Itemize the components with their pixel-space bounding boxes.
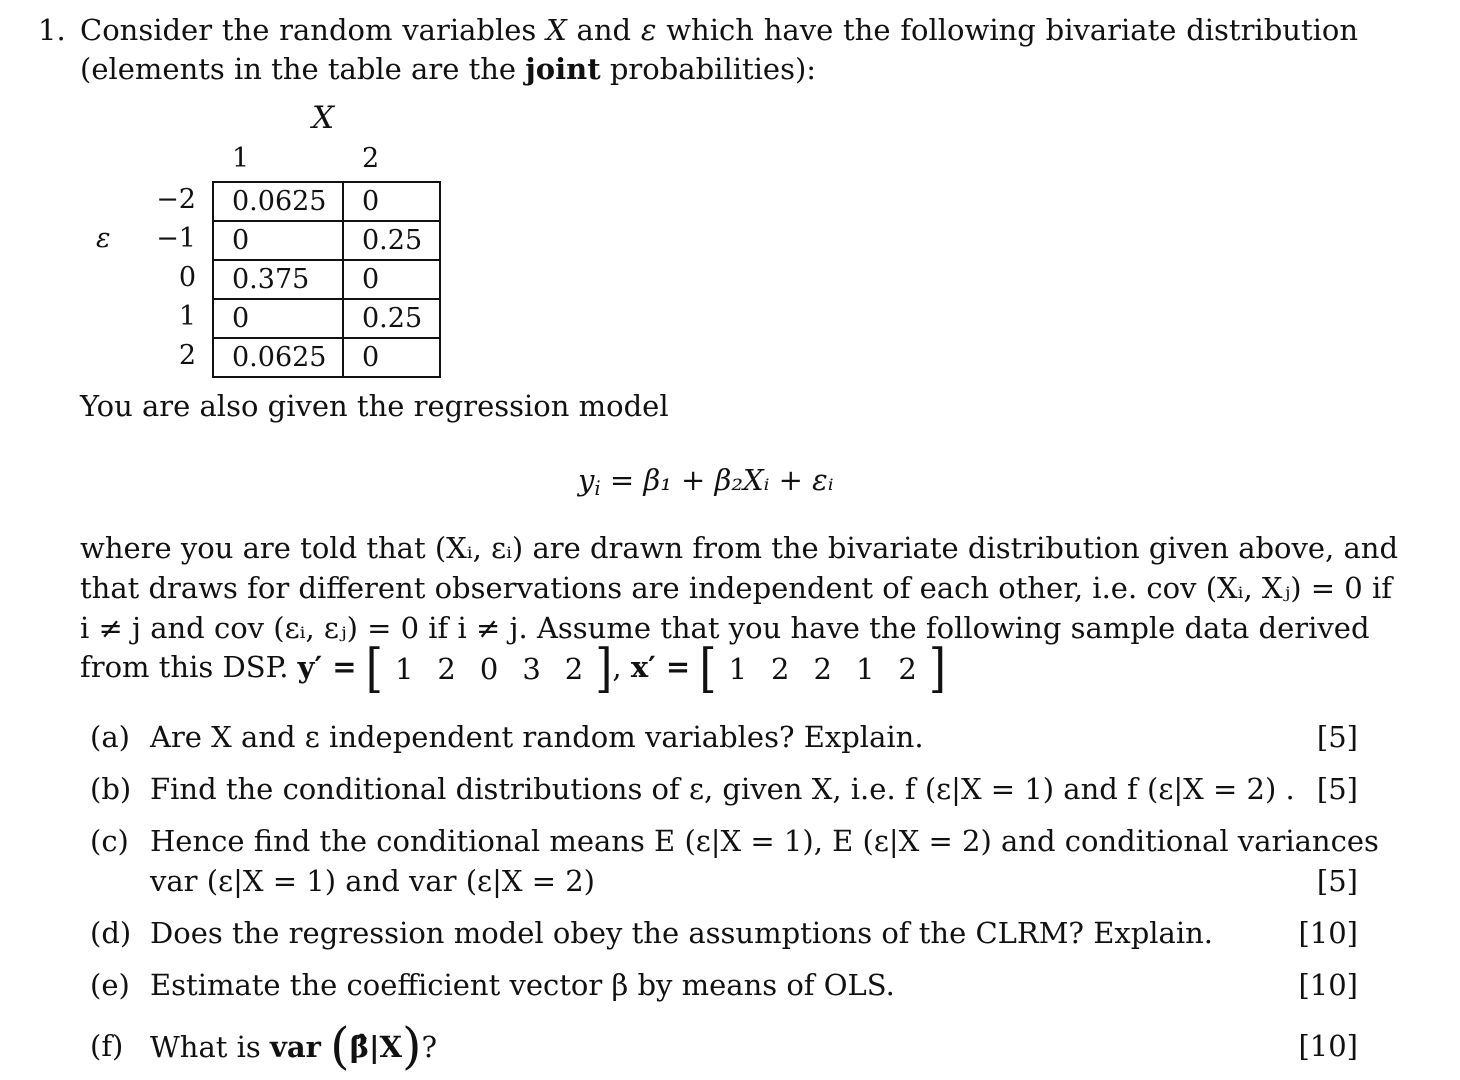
regression-intro: You are also given the regression model xyxy=(80,389,669,423)
row-label: 0 xyxy=(178,262,196,293)
row-label: −2 xyxy=(156,184,196,215)
question-text: What is var (β̂|X)? xyxy=(150,1017,438,1075)
paragraph-line-4: from this DSP. y′ = [ 1 2 0 3 2 ] , x′ = [ 1 2 2 1 2 ] xyxy=(80,637,947,699)
paragraph-line-2: that draws for different observations are independent of each other, i.e. cov (Xᵢ, Xⱼ) = 0 if xyxy=(80,571,1392,605)
question-points: [5] xyxy=(1316,720,1358,754)
question-text: Find the conditional distributions of ε, given X, i.e. f (ε|X = 1) and f (ε|X = 2) . xyxy=(150,772,1295,806)
question-points: [10] xyxy=(1298,968,1358,1002)
y-vector-label: y′ = xyxy=(297,650,357,684)
regression-equation: $y_i = \beta_1$ + β₂Xᵢ + εᵢ xyxy=(578,463,834,500)
question-text: Hence find the conditional means E (ε|X = 1), E (ε|X = 2) and conditional variances xyxy=(150,824,1379,858)
table-cell: 0 xyxy=(343,260,440,299)
x-vector-label: x′ = xyxy=(630,650,691,684)
table-column-variable: X xyxy=(312,100,335,136)
problem-number: 1. xyxy=(38,13,66,47)
table-cell: 0 xyxy=(213,221,343,260)
table-cell: 0 xyxy=(343,182,440,221)
paragraph-line-3: i ≠ j and cov (εᵢ, εⱼ) = 0 if i ≠ j. Assume that you have the following sample data derived xyxy=(80,611,1370,645)
paragraph-line-1: where you are told that (Xᵢ, εᵢ) are drawn from the bivariate distribution given above, and xyxy=(80,531,1399,565)
intro-line-2: (elements in the table are the joint probabilities): xyxy=(80,52,817,86)
table-row xyxy=(213,338,440,377)
table-cell: 0 xyxy=(213,299,343,338)
table-cell: 0.0625 xyxy=(213,182,343,221)
question-label: (e) xyxy=(90,968,130,1002)
table-cell: 0.25 xyxy=(343,299,440,338)
question-points: [10] xyxy=(1298,1029,1358,1063)
question-points: [5] xyxy=(1316,864,1358,898)
question-label: (d) xyxy=(90,916,132,950)
table-cell: 0.25 xyxy=(343,221,440,260)
question-points: [10] xyxy=(1298,916,1358,950)
question-text-continued: var (ε|X = 1) and var (ε|X = 2) xyxy=(150,864,595,898)
question-c xyxy=(90,821,1379,901)
question-label: (a) xyxy=(90,720,130,754)
x-vector: [ 1 2 2 1 2 ] xyxy=(699,637,947,699)
column-header-2: 2 xyxy=(362,143,380,174)
question-text: Estimate the coefficient vector β by means of OLS. xyxy=(150,968,895,1002)
question-text: Are X and ε independent random variables? Explain. xyxy=(150,720,924,754)
table-row xyxy=(213,221,440,260)
column-header-1: 1 xyxy=(232,143,250,174)
intro-line-1: Consider the random variables X and ε which have the following bivariate distribution xyxy=(80,13,1359,47)
row-label: 1 xyxy=(178,301,196,332)
y-vector: [ 1 2 0 3 2 ] xyxy=(365,637,613,699)
table-row-variable: ε xyxy=(96,223,111,254)
question-label: (f) xyxy=(90,1029,124,1063)
question-points: [5] xyxy=(1316,772,1358,806)
question-text: Does the regression model obey the assumptions of the CLRM? Explain. xyxy=(150,916,1214,950)
table-cell: 0 xyxy=(343,338,440,377)
table-row xyxy=(213,299,440,338)
row-labels xyxy=(116,180,196,375)
row-label: −1 xyxy=(156,223,196,254)
table-row xyxy=(213,260,440,299)
row-label: 2 xyxy=(178,340,196,371)
question-label: (c) xyxy=(90,824,129,858)
joint-probability-table xyxy=(212,181,441,378)
question-label: (b) xyxy=(90,772,132,806)
table-row xyxy=(213,182,440,221)
table-cell: 0.0625 xyxy=(213,338,343,377)
table-cell: 0.375 xyxy=(213,260,343,299)
